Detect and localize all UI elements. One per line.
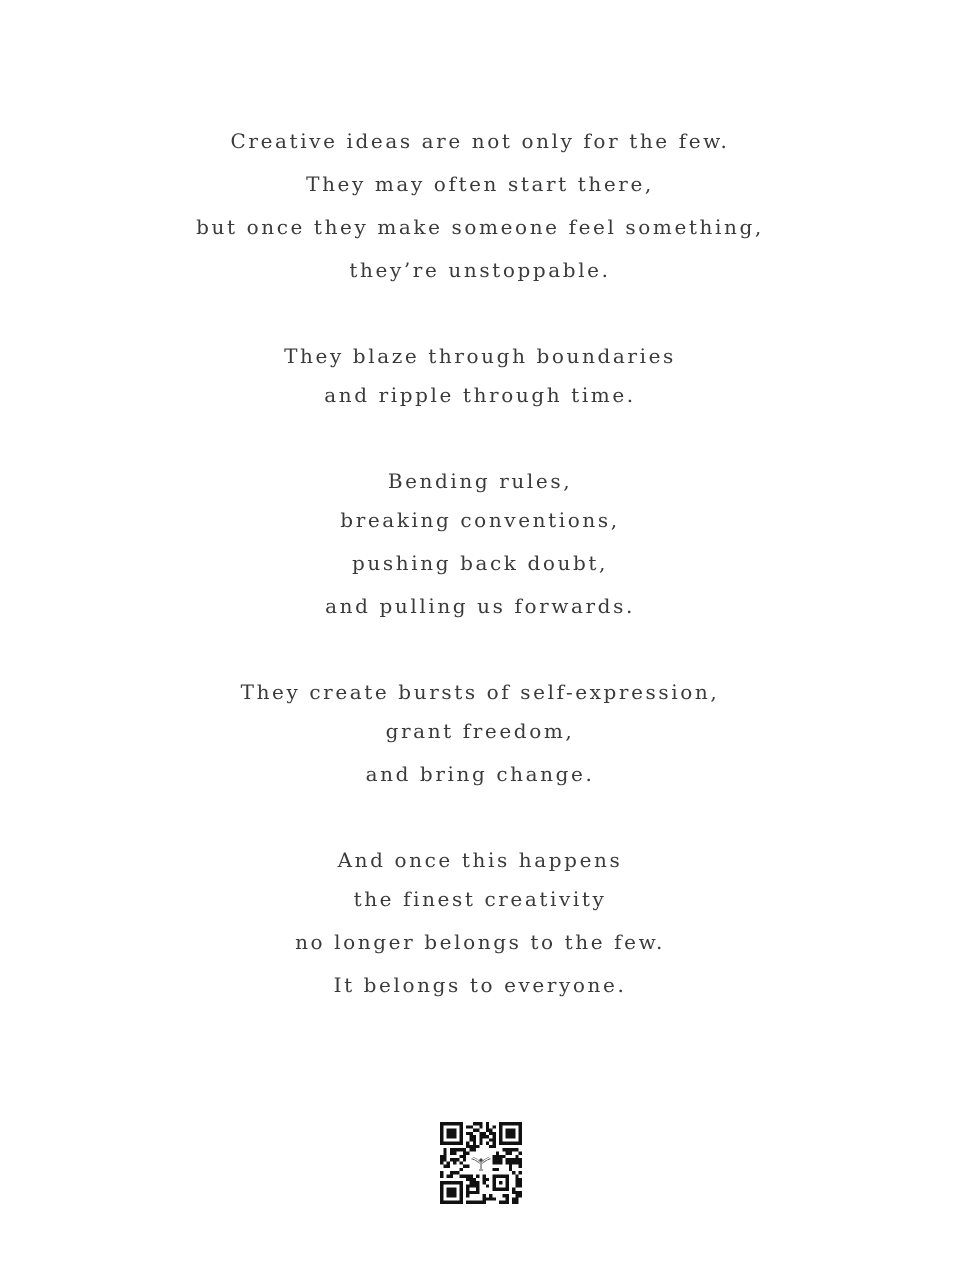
poem-line: and pulling us forwards.	[325, 594, 635, 618]
poem-line: They may often start there,	[306, 172, 654, 196]
poem-line: breaking conventions,	[340, 508, 620, 532]
poem	[0, 120, 960, 1050]
poem-line: It belongs to everyone.	[333, 973, 627, 997]
poem-line: no longer belongs to the few.	[295, 930, 665, 954]
poem-line: Bending rules,	[387, 469, 573, 493]
qr-code-graphic	[440, 1122, 522, 1204]
stanza	[0, 839, 960, 1007]
poem-line: And once this happens	[337, 848, 623, 872]
poem-line: They blaze through boundaries	[284, 344, 676, 368]
stanza	[0, 671, 960, 796]
poem-line: they’re unstoppable.	[349, 258, 611, 282]
stanza	[0, 460, 960, 628]
qr-code-icon[interactable]	[440, 1122, 522, 1204]
poem-line: and ripple through time.	[324, 383, 636, 407]
poem-line: and bring change.	[365, 762, 595, 786]
stanza	[0, 120, 960, 292]
poem-line: but once they make someone feel something,	[196, 215, 764, 239]
poem-line: Creative ideas are not only for the few.	[230, 129, 730, 153]
poem-line: the finest creativity	[353, 887, 607, 911]
poem-line: pushing back doubt,	[352, 551, 608, 575]
poem-line: They create bursts of self-expression,	[240, 680, 720, 704]
poem-line: grant freedom,	[385, 719, 575, 743]
stanza	[0, 335, 960, 417]
spirit-of-ecstasy-icon	[470, 1152, 493, 1175]
